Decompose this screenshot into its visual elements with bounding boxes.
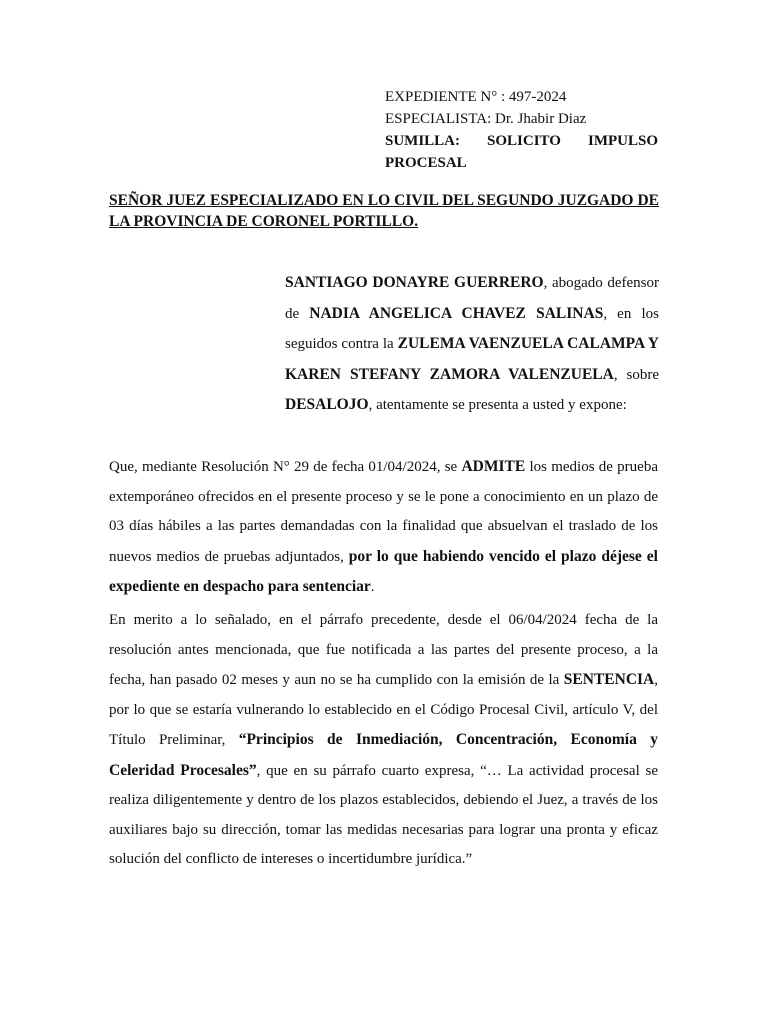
party-text: , sobre	[613, 366, 659, 383]
paragraph-text: En merito a lo señalado, en el párrafo precedente, desde el 06/04/2024 fecha de la resolución antes mencionada, que fue notificada a las partes del presente proceso, a la fecha, han pasado 02 meses y aun no se ha cumplido con la emisión de la	[109, 612, 658, 688]
summary	[385, 130, 658, 174]
lawyer-name: SANTIAGO DONAYRE GUERRERO	[285, 274, 544, 291]
paragraph-text: Que, mediante Resolución N° 29 de fecha 01/04/2024, se	[109, 459, 462, 475]
emphasis-sentencia: SENTENCIA	[563, 671, 655, 688]
summary-line-1	[385, 130, 658, 152]
party-text: , abogado defensor de	[285, 275, 659, 322]
addressee-heading: SEÑOR JUEZ ESPECIALIZADO EN LO CIVIL DEL SEGUNDO JUZGADO DE LA PROVINCIA DE CORONEL PORTILLO.	[109, 192, 659, 230]
summary-word: SOLICITO	[487, 133, 561, 149]
paragraph-text: , que en su párrafo cuarto expresa, “… La actividad procesal se realiza diligentemente y dentro de los plazos establecidos, debiendo el Juez, a través de los auxiliares bajo su dirección, tomar las medidas necesarias para lograr una pronta y eficaz solución del conflicto de intereses o incertidumbre jurídica.”	[109, 762, 658, 867]
summary-line-2: PROCESAL	[385, 155, 467, 171]
specialist: ESPECIALISTA: Dr. Jhabir Diaz	[385, 111, 587, 127]
party-text: , atentamente se presenta a usted y expone:	[368, 397, 627, 413]
party-text: , en los seguidos contra la	[285, 305, 659, 352]
case-number: EXPEDIENTE N° : 497-2024	[385, 89, 567, 105]
client-name: NADIA ANGELICA CHAVEZ SALINAS	[309, 304, 604, 322]
emphasis-deadline: por lo que habiendo vencido el plazo déjese el expediente en despacho para sentenciar	[109, 547, 658, 595]
case-header	[385, 86, 658, 174]
paragraph-text: , por lo que se estaría vulnerando lo establecido en el Código Procesal Civil, artículo V, del Título Preliminar,	[109, 672, 658, 748]
paragraph-text: los medios de prueba extemporáneo ofrecidos en el presente proceso y se le pone a conocimiento en un plazo de 03 días hábiles a las partes demandadas con la finalidad que absuelvan el traslado de los nuevos medios de pruebas adjuntados,	[109, 459, 658, 565]
paragraph-argument	[109, 606, 658, 875]
defendants-names: ZULEMA VAENZUELA CALAMPA Y KAREN STEFANY ZAMORA VALENZUELA	[285, 335, 659, 383]
case-matter: DESALOJO	[285, 396, 369, 413]
emphasis-admite: ADMITE	[461, 458, 526, 475]
emphasis-principles: “Principios de Inmediación, Concentración, Economía y Celeridad Procesales”	[109, 731, 658, 779]
party-introduction	[285, 268, 659, 421]
paragraph-text: .	[370, 579, 375, 595]
summary-word: SUMILLA:	[385, 133, 461, 149]
paragraph-resolution	[109, 452, 658, 603]
summary-word: IMPULSO	[587, 133, 658, 149]
